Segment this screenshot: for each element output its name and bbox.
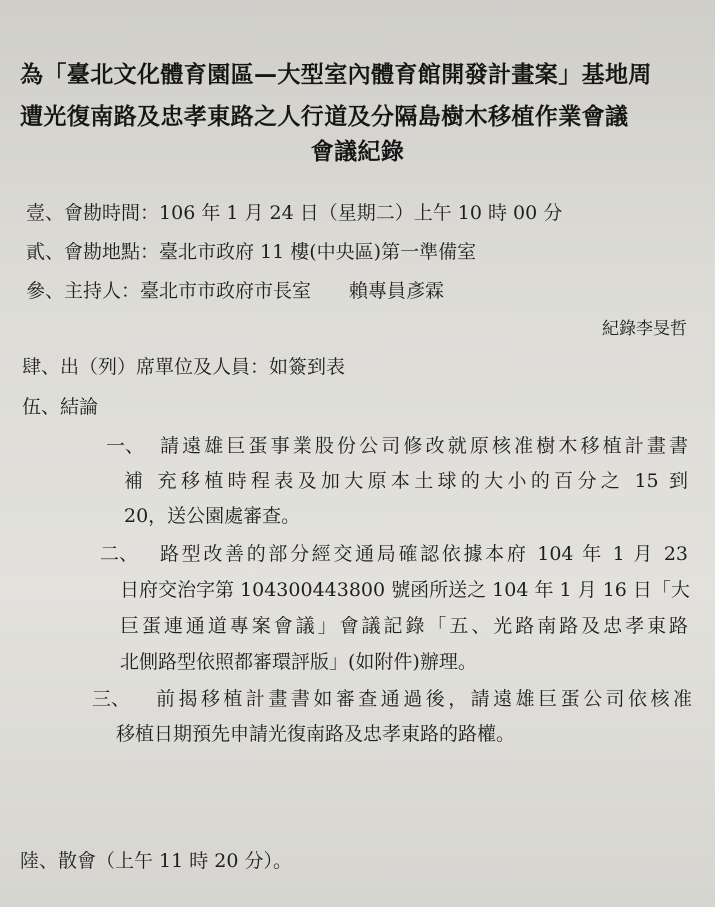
conclusion-item-3-line-2: 移植日期預先申請光復南路及忠孝東路的路權。 <box>116 723 516 745</box>
meeting-place-row <box>26 237 476 264</box>
conclusion-item-2-line-2: 日府交治字第 104300443800 號函所送之 104 年 1 月 16 日「大 <box>120 579 690 601</box>
title-line-2: 遭光復南路及忠孝東路之人行道及分隔島樹木移植作業會議 <box>20 104 629 130</box>
title-line-1: 為「臺北文化體育園區—大型室內體育館開發計畫案」基地周 <box>20 62 652 88</box>
meeting-place-label: 貳、會勘地點： <box>26 241 160 263</box>
meeting-place-value: 臺北市政府 11 樓(中央區)第一準備室 <box>159 241 477 263</box>
title-line-3: 會議紀錄 <box>310 139 405 165</box>
conclusion-item-2-line-1: 路型改善的部分經交通局確認依據本府 104 年 1 月 23 <box>160 543 688 565</box>
attendees-row <box>22 352 345 379</box>
adjourn-row: 陸、散會（上午 11 時 20 分）。 <box>20 850 293 872</box>
conclusion-item-1-line-1: 請遠雄巨蛋事業股份公司修改就原核准樹木移植計畫書 <box>160 435 688 457</box>
attendees-value: 如簽到表 <box>269 356 346 378</box>
conclusion-item-3-num: 三、 <box>92 688 131 710</box>
meeting-time-label: 壹、會勘時間： <box>26 202 160 224</box>
meeting-time-value: 106 年 1 月 24 日（星期二）上午 10 時 00 分 <box>159 202 563 224</box>
conclusion-item-1-line-3: 20，送公園處審查。 <box>124 505 301 527</box>
meeting-host-value: 臺北市市政府市長室 <box>140 280 312 302</box>
meeting-host-name: 賴專員彥霖 <box>349 280 445 302</box>
conclusion-item-2-line-3: 巨蛋連通道專案會議」會議記錄「五、光路南路及忠孝東路 <box>120 615 688 637</box>
conclusion-item-2-num: 二、 <box>100 543 139 565</box>
conclusion-heading: 伍、結論 <box>22 396 99 418</box>
meeting-time-row <box>26 198 562 225</box>
meeting-host-row <box>26 276 444 303</box>
meeting-host-label: 參、主持人： <box>26 280 141 302</box>
conclusion-item-2-line-4: 北側路型依照都審環評版」(如附件)辦理。 <box>120 651 477 673</box>
attendees-label: 肆、出（列）席單位及人員： <box>22 356 270 378</box>
recorder-note: 紀錄李旻哲 <box>602 319 687 339</box>
conclusion-item-1-num: 一、 <box>106 435 145 457</box>
conclusion-item-3-line-1: 前揭移植計畫書如審查通過後，請遠雄巨蛋公司依核准 <box>156 688 692 710</box>
conclusion-item-1-line-2: 補 充移植時程表及加大原本土球的大小的百分之 15 到 <box>124 470 688 492</box>
